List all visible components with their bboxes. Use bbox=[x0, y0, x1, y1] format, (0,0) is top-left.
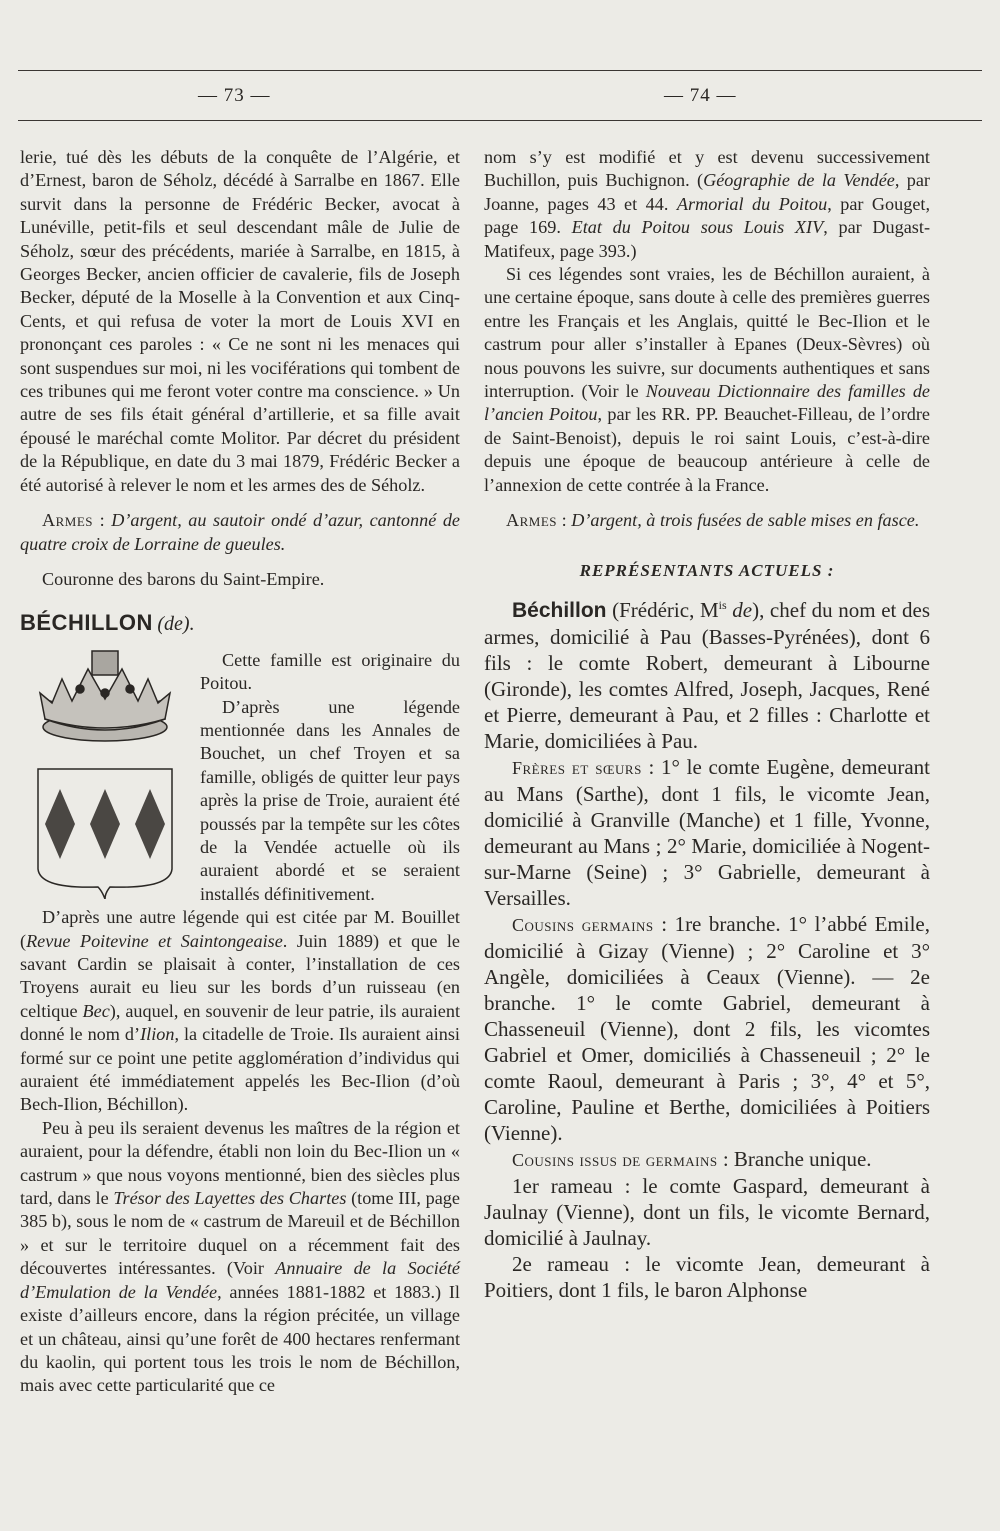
left-paragraph-1: lerie, tué dès les débuts de la conquête de l’Algérie, et d’Ernest, baron de Séholz, décédé à Sarralbe en 1867. Elle survit dans la personne de Frédéric Becker, avocat à Lunéville, petit-fils et seul descendant mâle de Julie de Séholz, sœur des précédents, mariée à Sarralbe, en 1815, à Georges Becker, ancien officier de cavalerie, fils de Joseph Becker, député de la Moselle à la Convention et aux Cinq-Cents, et qui refusa de voter la mort de Louis XVI en prononçant ces paroles : « Ce ne sont ni les menaces qui sont suspendues sur moi, ni les vociférations qui tombent de ces tribunes qui me feront voter contre ma conscience. » Un autre de ses fils était général d’artillerie, et sa fille avait épousé le maréchal comte Molitor. Par décret du président de la République, en date du 3 mai 1879, Frédéric Becker a été autorisé à relever le nom et les armes des de Séholz. bbox=[20, 147, 460, 495]
p5-text-c: , années 1881-1882 et 1883.) Il existe d’ailleurs encore, dans la région précitée, un village et un château, ainsi qu’une forêt de 400 hectares renfermant du kaolin, qui portent tous les trois le nom de Béchillon, mais avec cette particularité que ce bbox=[20, 1281, 460, 1396]
cousins-text: : 1re branche. 1° l’abbé Emile, domicilié à Gizay (Vienne) ; 2° Caroline et 3° Angèle, domiciliées à Ceaux (Vienne). — 2e branche. 1° le comte Gabriel, demeurant à Chasseneuil (Vienne), dont 2 fils, les vicomtes Gabriel et Omer, domiciliés à Chasseneuil ; 2° le comte Raoul, demeurant à Paris ; 3°, 4° et 5°, Caroline, Pauline et Berthe, domiciliées à Poitiers (Vienne). bbox=[484, 911, 931, 1145]
p4-text-a: D’après une autre légende qui est citée par M. Bouillet ( bbox=[20, 907, 460, 951]
rep-issus bbox=[484, 1146, 930, 1173]
rep-cousins bbox=[484, 911, 930, 1146]
freres-text: : 1° le comte Eugène, demeurant au Mans (Sarthe), dont 1 fils, le vicomte Jean, domicilié à Granville (Manche) et 1 fille, Yvonne, demeurant au Mans ; 2° Marie, domiciliée à Nogent-sur-Marne (Seine) ; 3° Gabrielle, demeurant à Versailles. bbox=[484, 754, 930, 910]
bechillon-title: BÉCHILLON bbox=[20, 610, 153, 636]
top-rule bbox=[18, 70, 982, 71]
right-armes-label: Armes bbox=[506, 510, 558, 531]
right-armes: Armes : D’argent, à trois fusées de sable mises en fasce. bbox=[506, 510, 920, 531]
right-page-number: — 74 — bbox=[664, 85, 737, 106]
rep-chef-b: ), chef du nom et des armes, domicilié à Pau (Basses-Pyrénées), dont 6 fils : le comte Robert, demeurant à Libourne (Gironde), les comtes Alfred, Joseph, Jacques, René et Pierre, demeurant à Pau, et 2 filles : Charlotte et Marie, domiciliées à Pau. bbox=[484, 597, 930, 753]
r-p1-geographie: Géographie de la Vendée bbox=[703, 170, 895, 191]
p4-text-b: . Juin 1889) et que le savant Cardin se plaisait à conter, l’installation de ces Troyens aurait eu lieu sur les bords d’un ruisseau (en celtique bbox=[20, 930, 461, 1021]
freres-label: Frères et sœurs bbox=[512, 757, 642, 778]
p5-tresor: Trésor des Layettes des Chartes bbox=[113, 1188, 347, 1209]
p4-ilion: Ilion bbox=[140, 1024, 175, 1045]
issus-label: Cousins issus de germains bbox=[512, 1149, 718, 1170]
r-p2-b: , par les RR. PP. Beauchet-Filleau, de l’ordre de Saint-Benoist), depuis le roi saint Louis, c’est-à-dire depuis une époque de beaucoup antérieure à celle de l’annexion de cette contrée à la France. bbox=[484, 404, 931, 495]
r-p1-b: , par Joanne, pages 43 et 44. bbox=[484, 170, 930, 214]
p4-revue: Revue Poitevine et Saintongeaise bbox=[26, 930, 283, 951]
r-p1-c: , par Gouget, page 169. bbox=[484, 193, 931, 238]
rep-chef bbox=[484, 592, 930, 754]
rep-chef-name: Béchillon bbox=[512, 598, 607, 622]
r-p1-etat: Etat du Poitou sous Louis XIV bbox=[571, 217, 824, 238]
rep-chef-a: (Frédéric, M bbox=[606, 597, 719, 622]
p5-text-b: (tome III, page 385 b), sous le nom de « castrum de Mareuil et de Béchillon » et sur le territoire duquel on a récemment fait des découvertes intéressantes. (Voir bbox=[20, 1188, 460, 1279]
p4-text-d: , la citadelle de Troie. Ils auraient ainsi formé sur ce point une petite agglomération d’individus qui auraient été immédiatement appelés les Bec-Ilion (d’où Bech-Ilion, Béchillon). bbox=[20, 1024, 460, 1115]
armes-label: Armes bbox=[42, 510, 94, 531]
rep-chef-sup: is bbox=[718, 597, 727, 612]
coat-of-arms-icon bbox=[20, 649, 190, 899]
rep-rameau-1: 1er rameau : le comte Gaspard, demeurant à Jaulnay (Vienne), dont un fils, le vicomte Bernard, domicilié à Jaulnay. bbox=[484, 1173, 930, 1250]
left-column bbox=[20, 146, 460, 1398]
representants-heading: REPRÉSENTANTS ACTUELS : bbox=[579, 560, 835, 580]
right-column bbox=[484, 146, 930, 1303]
right-paragraph-2 bbox=[484, 263, 930, 497]
p4-text-c: ), auquel, en souvenir de leur patrie, ils auraient donné le nom d’ bbox=[20, 1000, 460, 1045]
r-p1-a: nom s’y est modifié et y est devenu successivement Buchillon, puis Buchignon. ( bbox=[484, 147, 930, 191]
armes-text: D’argent, au sautoir ondé d’azur, cantonné de quatre croix de Lorraine de gueules. bbox=[20, 510, 460, 554]
left-page-number: — 73 — bbox=[198, 85, 271, 106]
left-paragraph-5 bbox=[20, 1117, 460, 1398]
rep-freres bbox=[484, 754, 930, 911]
bechillon-de: (de). bbox=[157, 613, 195, 636]
left-armes: Armes : D’argent, au sautoir ondé d’azur, cantonné de quatre croix de Lorraine de gueules. bbox=[20, 510, 460, 554]
issus-text: : Branche unique. bbox=[717, 1146, 872, 1171]
couronne-line: Couronne des barons du Saint-Empire. bbox=[42, 568, 325, 589]
r-p1-armorial: Armorial du Poitou bbox=[676, 193, 828, 214]
rep-rameau-2: 2e rameau : le vicomte Jean, demeurant à Poitiers, dont 1 fils, le baron Alphonse bbox=[484, 1251, 930, 1302]
right-paragraph-1 bbox=[484, 146, 930, 263]
r-p1-d: , par Dugast-Matifeux, page 393.) bbox=[484, 217, 930, 261]
p5-annuaire: Annuaire de la Société d’Emulation de la Vendée bbox=[20, 1258, 460, 1302]
rep-chef-de: de bbox=[732, 597, 753, 622]
bechillon-heading bbox=[20, 611, 460, 636]
p5-text-a: Peu à peu ils seraient devenus les maîtres de la région et auraient, pour la défendre, établi non loin du Bec-Ilion un « castrum » que nous voyons mentionné, bien des siècles plus tard, dans le bbox=[20, 1117, 460, 1209]
left-paragraph-4 bbox=[20, 906, 460, 1117]
cousins-label: Cousins germains bbox=[512, 914, 654, 935]
r-p2-a: Si ces légendes sont vraies, les de Béchillon auraient, à une certaine époque, sans doute à celle des premières guerres entre les Français et les Anglais, quitté le Bec-Ilion et le castrum pour aller s’installer à Epanes (Deux-Sèvres) où nous pouvons les suivre, sur documents authentiques et sans interruption. (Voir le bbox=[484, 264, 930, 402]
left-paragraph-2: Cette famille est originaire du Poitou. bbox=[200, 649, 460, 694]
representants-section bbox=[484, 592, 930, 1303]
right-armes-text: D’argent, à trois fusées de sable mises en fasce. bbox=[571, 510, 920, 531]
header-rule bbox=[18, 120, 982, 121]
r-p2-dictionnaire: Nouveau Dictionnaire des familles de l’ancien Poitou bbox=[484, 381, 930, 425]
p4-bec: Bec bbox=[82, 1000, 110, 1021]
left-paragraph-3: D’après une légende mentionnée dans les Annales de Bouchet, un chef Troyen et sa famille, obligés de quitter leur pays après la prise de Troie, auraient été poussés par la tempête sur les côtes de la Vendée actuelle où ils auraient abordé et se seraient installés définitivement. bbox=[200, 696, 460, 904]
